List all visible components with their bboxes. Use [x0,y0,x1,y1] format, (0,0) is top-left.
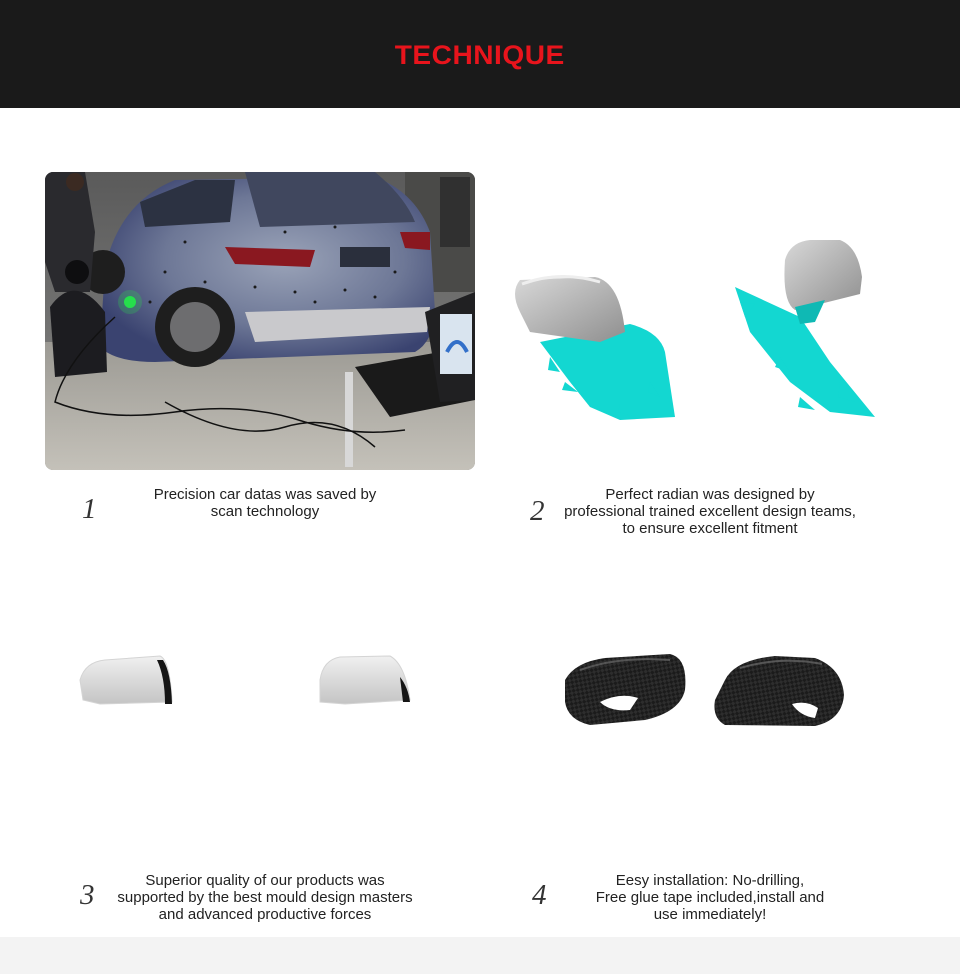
mirror-scan-illustration [500,232,895,427]
step-caption-line: Free glue tape included,install and [595,889,825,906]
step-caption-line: Eesy installation: No-drilling, [615,872,805,889]
step-number-1: 1 [82,493,97,525]
carbon-covers-illustration [560,650,850,732]
step-caption-line: Superior quality of our products was [145,872,385,889]
car-scan-photo [45,172,475,470]
page-title: TECHNIQUE [394,39,566,70]
step-number-2: 2 [530,495,545,527]
step-caption-4 [560,872,860,923]
step-number-3: 3 [80,879,95,911]
step-caption-2 [545,486,875,537]
page-header [0,0,960,108]
step-caption-line: scan technology [210,503,320,520]
step-caption-line: to ensure excellent fitment [622,520,798,537]
mould-covers-illustration [75,652,415,712]
footer-band [0,937,960,974]
step-caption-1 [115,486,415,520]
step-caption-line: supported by the best mould design masters [117,889,413,906]
step-caption-3 [95,872,435,923]
step-caption-line: Precision car datas was saved by [153,486,377,503]
step-caption-line: and advanced productive forces [158,906,372,923]
step-number-4: 4 [532,879,547,911]
step-caption-line: use immediately! [653,906,767,923]
car-scan-illustration [45,172,475,470]
step-caption-line: Perfect radian was designed by [605,486,815,503]
step-caption-line: professional trained excellent design teams, [564,503,856,520]
